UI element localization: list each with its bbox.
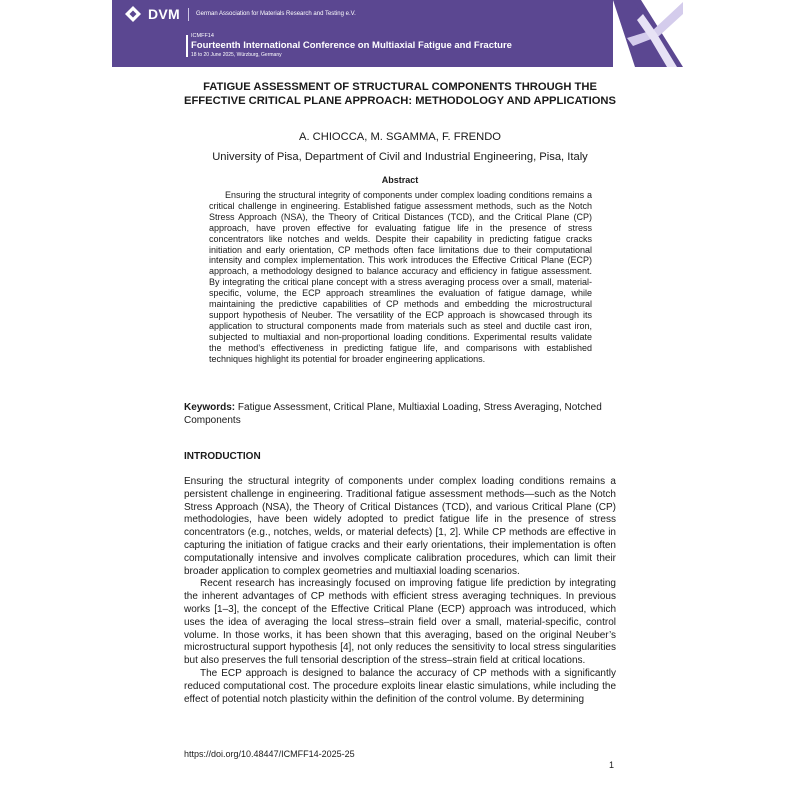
conference-accent-bar <box>186 35 188 57</box>
conference-title: Fourteenth International Conference on Multiaxial Fatigue and Fracture <box>191 40 512 51</box>
keywords-label: Keywords: <box>184 402 236 413</box>
conference-banner <box>112 0 683 67</box>
paper-title: FATIGUE ASSESSMENT OF STRUCTURAL COMPONENTS THROUGH THE EFFECTIVE CRITICAL PLANE APPROACH: METHODOLOGY AND APPLICATIONS <box>184 81 616 107</box>
paper-authors: A. CHIOCCA, M. SGAMMA, F. FRENDO <box>298 131 501 143</box>
introduction-body <box>184 476 616 706</box>
doi-link[interactable]: https://doi.org/10.48447/ICMFF14-2025-25 <box>184 749 355 759</box>
brand-divider <box>188 8 189 21</box>
abstract-heading: Abstract <box>381 175 419 185</box>
author-affiliation: University of Pisa, Department of Civil and Industrial Engineering, Pisa, Italy <box>212 151 588 163</box>
page-number: 1 <box>609 760 615 770</box>
body-paragraph: The ECP approach is designed to balance the accuracy of CP methods with a significantly reduced computational cost. The procedure exploits linear elastic simulations, while including the effect of potential notch plasticity within the definition of the control volume. By determining <box>184 667 616 705</box>
abstract-text: Ensuring the structural integrity of components under complex loading conditions remains a critical challenge in engineering. Established fatigue assessment methods, such as the Notch Stress Approach (NSA), the Theory of Critical Distances (TCD), and the Critical Plane (CP) approach, have proven effective for evaluating fatigue life in the presence of stress concentrators like notches and welds. Despite their capability in predicting fatigue cracks initiation and early orientation, CP methods often face limitations due to their computational intensity and complex implementation. This work introduces the Effective Critical Plane (ECP) approach, a methodology designed to balance accuracy and efficiency in fatigue assessment. By integrating the critical plane concept with a stress averaging process over a small, material-specific, volume, the ECP approach streamlines the evaluation of fatigue damage, while maintaining the predictive capabilities of CP methods and embedding the microstructural support hypothesis of Neuber. The versatility of the ECP approach is showcased through its application to structural components made from materials such as steel and ductile cast iron, subjected to multiaxial and non-proportional loading conditions. Experimental results validate the method’s effectiveness in predicting fatigue life, and comparisons with established techniques highlight its potential for broader engineering applications. <box>209 190 592 364</box>
body-paragraph: Ensuring the structural integrity of components under complex loading conditions remains a persistent challenge in engineering. Traditional fatigue assessment methods—such as the Notch Stress Approach (NSA), the Theory of Critical Distances (TCD), and various Critical Plane (CP) methodologies, have been widely adopted to predict fatigue life in the presence of stress concentrators (e.g., notches, welds, or material defects) [1, 2]. While CP methods are effective in capturing the initiation of fatigue cracks and their early orientations, their implementation is often computationally intensive and involves complicate calibration procedures, which can limit their broader application to complex geometries and multiaxial loading scenarios. <box>184 476 616 577</box>
section-heading-introduction: INTRODUCTION <box>184 451 261 462</box>
x-cross-icon <box>613 0 683 67</box>
brand-subtitle: German Association for Materials Research and Testing e.V. <box>196 11 356 17</box>
body-paragraph: Recent research has increasingly focused on improving fatigue life prediction by integrating the inherent advantages of CP methods with efficient stress averaging techniques. In previous works [1–3], the concept of the Effective Critical Plane (ECP) approach was introduced, which uses the idea of averaging the local stress–strain field over a small, material-specific, control volume. In those works, it has been shown that this averaging, based on the original Neuber’s microstructural support hypothesis [4], not only reduces the sensitivity to local stress singularities but also preserves the full tensorial description of the stress–strain field at critical locations. <box>184 578 616 667</box>
conference-code: ICMFF14 <box>191 33 214 39</box>
keywords <box>184 401 616 427</box>
brand <box>124 5 356 23</box>
dvm-logo-icon <box>124 5 142 23</box>
brand-name: DVM <box>148 6 181 22</box>
conference-date: 18 to 20 June 2025, Würzburg, Germany <box>191 52 282 58</box>
keywords-list: Fatigue Assessment, Critical Plane, Multiaxial Loading, Stress Averaging, Notched Components <box>184 402 602 426</box>
